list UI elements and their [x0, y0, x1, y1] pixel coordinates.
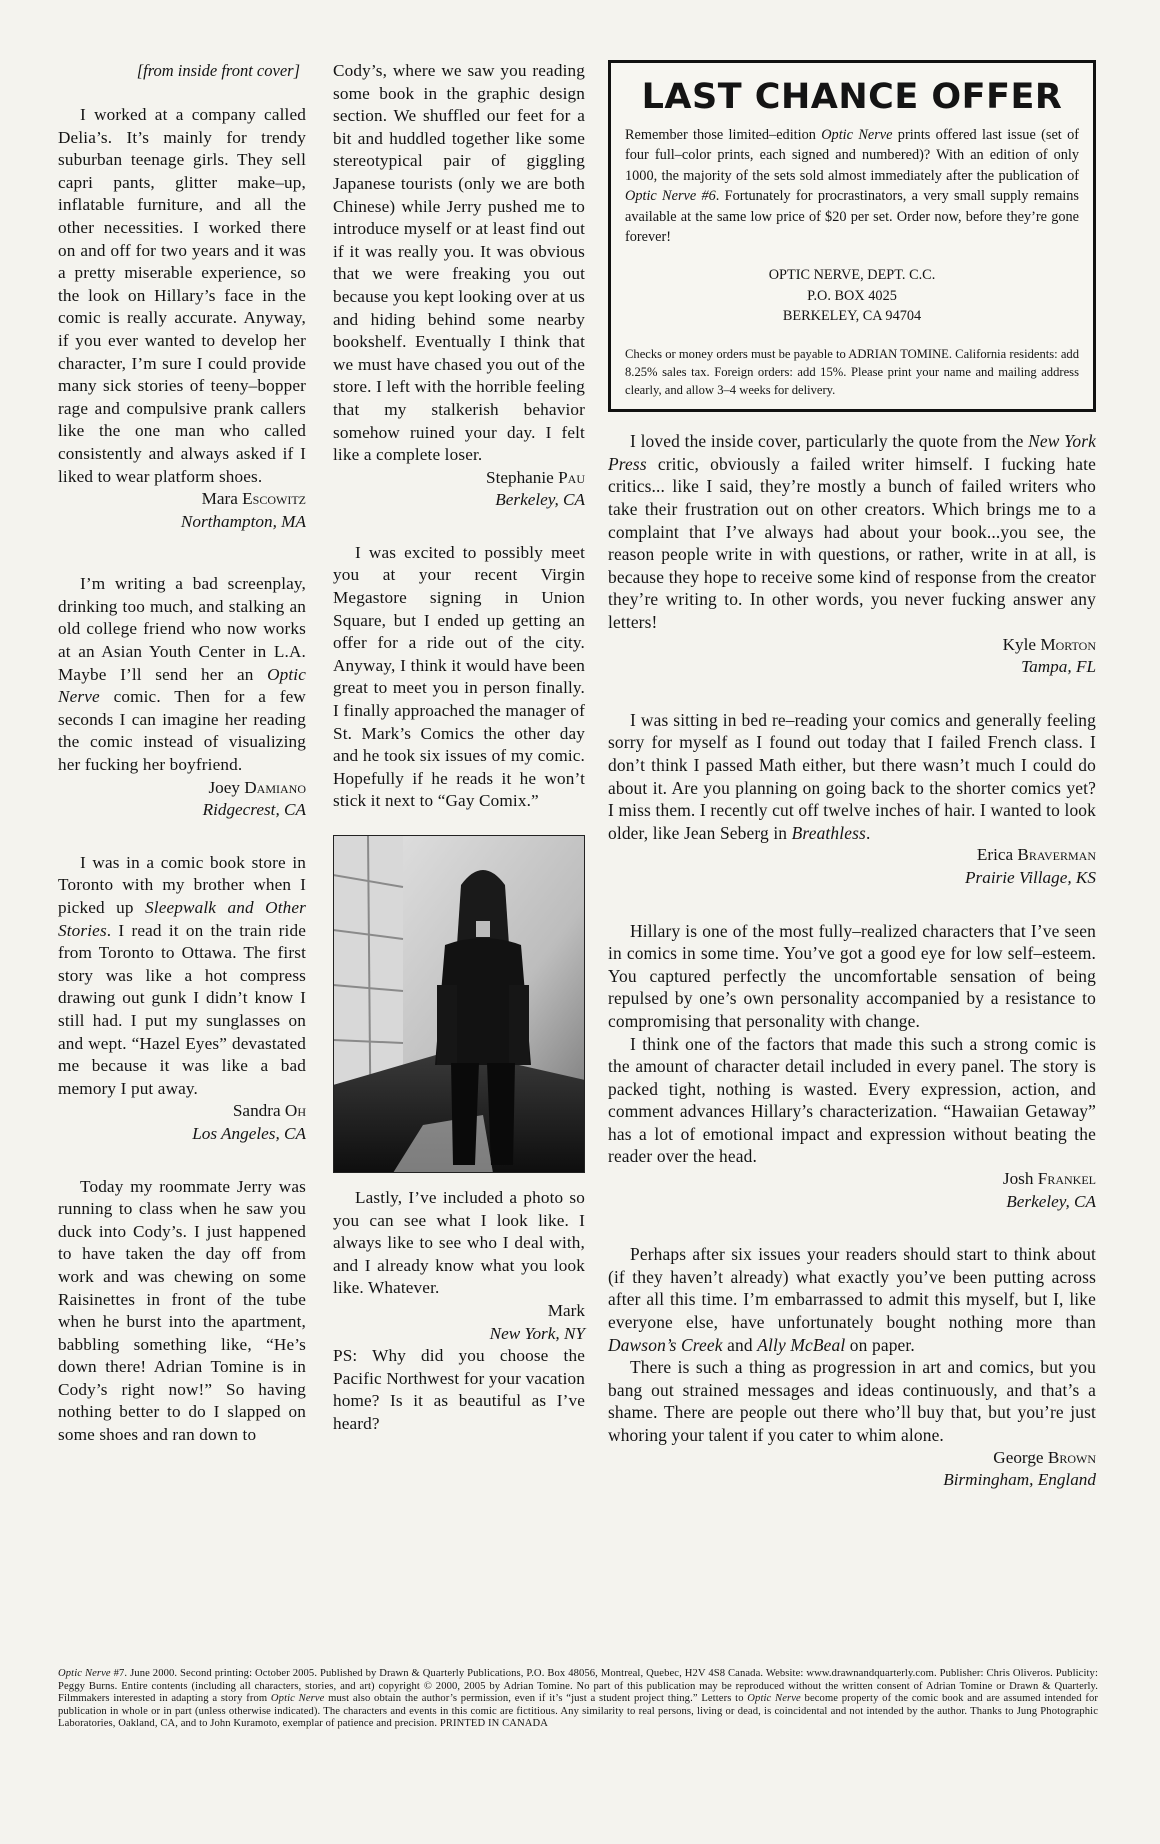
letter-pau-start [58, 1176, 306, 1447]
signature [58, 488, 306, 533]
postscript: PS: Why did you choose the Pacific Northwest for your vacation home? Is it as beautiful as I’ve heard? [333, 1346, 585, 1433]
letter-body: Cody’s, where we saw you reading some book in the graphic design section. We shuffled our feet for a bit and huddled together like some stereotypical pair of giggling Japanese tourists (only we are both Chinese) while Jerry pushed me to introduce myself or at least find out if it was really you. It was obvious that we were freaking you out because you kept looking over at us and hiding behind some nearby bookshelf. Eventually I think that we must have chased you out of the store. I left with the horrible feeling that my stalkerish behavior somehow ruined your day. I felt like a complete loser. [333, 61, 585, 465]
sig-place: Ridgecrest, CA [202, 800, 306, 820]
letter-brown [608, 1243, 1096, 1492]
letter-body: Today my roommate Jerry was running to class when he saw you duck into Cody’s. I just happened to have taken the day off from work and was chewing on some Raisinettes in front of the tube when he burst into the apartment, babbling something like, “He’s down there! Adrian Tomine is in Cody’s right now!” So having nothing better to do I slapped on some shoes and ran down to [58, 1176, 306, 1445]
letter-body: I was in a comic book store in Toronto with my brother when I picked up Sleepwalk and Other Stories. I read it on the train ride from Toronto to Ottawa. The first story was like a hot compress drawing out gunk I didn’t know I still had. I put my sunglasses on and wept. “Hazel Eyes” devastated me because it was like a bad memory I put away. [58, 852, 306, 1098]
reader-photo [333, 835, 585, 1173]
title-dawsons-creek: Dawson’s Creek [608, 1334, 723, 1355]
signature [58, 1100, 306, 1145]
signature [333, 467, 585, 512]
letter-damiano [58, 573, 306, 822]
letter-oh [58, 852, 306, 1146]
letter-frankel [608, 920, 1096, 1214]
sig-first-name: George [993, 1447, 1048, 1467]
title-optic-nerve-6: Optic Nerve #6 [625, 188, 716, 205]
letter-mark [333, 542, 585, 1436]
letter-pau-cont [333, 60, 585, 512]
sig-place: Tampa, FL [1021, 657, 1096, 677]
sig-last-name: Frankel [1037, 1169, 1096, 1189]
title-new-york-press: New York Press [608, 431, 1096, 474]
letter-body-2: I think one of the factors that made this such a strong comic is the amount of character detail included in every panel. The story is packed tight, nothing is wasted. Every expression, action, and comment advances Hillary’s characterization. “Hawaiian Getaway” has a lot of emotional impact and expression without beating the reader over the head. [608, 1033, 1096, 1167]
title-optic-nerve: Optic Nerve [58, 664, 306, 707]
sig-place: Los Angeles, CA [192, 1123, 306, 1143]
last-chance-offer-box [608, 60, 1096, 412]
column-middle [333, 60, 585, 1436]
title-sleepwalk: Sleepwalk and Other Stories [58, 898, 306, 940]
sig-first-name: Erica [976, 845, 1018, 865]
signature [58, 777, 306, 822]
address-line-3: BERKELEY, CA 94704 [782, 308, 922, 325]
sig-last-name: Brown [1047, 1447, 1096, 1467]
letter-escowitz [58, 104, 306, 533]
sig-place: Berkeley, CA [1006, 1191, 1096, 1211]
offer-fine-print: Checks or money orders must be payable to ADRIAN TOMINE. California residents: add 8.25% sales tax. Foreign orders: add 15%. Please print your name and mailing address clearly, and allow 3–4 weeks for delivery. [625, 346, 1079, 398]
title-breathless: Breathless [791, 822, 866, 843]
sig-last-name: Escowitz [242, 489, 306, 509]
sig-first-name: Joey [208, 777, 245, 797]
sig-first-name: Stephanie [486, 467, 559, 487]
offer-title: LAST CHANCE OFFER [641, 77, 1063, 117]
column-right [608, 60, 1096, 1492]
sig-first-name: Josh [1002, 1169, 1038, 1189]
sig-last-name: Oh [284, 1101, 306, 1121]
letter-body: I loved the inside cover, particularly the quote from the New York Press critic, obviously a failed writer himself. I fucking hate critics... like I said, they’re mostly a bunch of failed writers who take their frustration out on other creators. Which brings me to a complaint that I’ve always had about your book...you see, the reason people write in with questions, or rather, write in at all, is because they hope to receive some kind of response from the creator they’re writing to. In other words, you never fucking answer any letters! [608, 431, 1096, 633]
offer-body: Remember those limited–edition Optic Nerve prints offered last issue (set of four full–color prints, each signed and numbered)? With an edition of only 1000, the majority of the sets sold almost immediately after the publication of Optic Nerve #6. Fortunately for procrastinators, a very small supply remains available at the same low price of $20 per set. Order now, before they’re gone forever! [625, 127, 1079, 246]
sig-last-name: Damiano [244, 777, 306, 797]
photo-illustration [333, 835, 585, 1173]
letter-body: I worked at a company called Delia’s. It’s mainly for trendy suburban teenage girls. They sell capri pants, glitter make–up, inflatable furniture, and all the other necessities. I worked there on and off for two years and it was a pretty miserable experience, so the look on Hillary’s face in the comic is really accurate. Anyway, if you ever wanted to develop her character, I’m sure I could provide many sick stories of teeny–bopper rage and compulsive prank callers like the one man who called consistently and always asked if I liked to wear platform shoes. [58, 105, 306, 486]
signature [333, 1300, 585, 1345]
sig-place: Prairie Village, KS [965, 867, 1096, 887]
address-line-2: P.O. BOX 4025 [807, 287, 897, 304]
letter-body: I was sitting in bed re–reading your comics and generally feeling sorry for myself as I found out today that I failed French class. I don’t think I passed Math either, but there wasn’t much I could do about it. Are you planning on going back to the shorter comics yet? I miss them. I recently cut off twelve inches of hair. I wanted to look older, like Jean Seberg in Breathless. [608, 709, 1096, 843]
signature [608, 1168, 1096, 1213]
sig-first-name: Kyle [1002, 634, 1041, 654]
title-ally-mcbeal: Ally McBeal [757, 1334, 846, 1355]
mailing-address [625, 265, 1079, 326]
letter-body: I was excited to possibly meet you at your recent Virgin Megastore signing in Union Square, but I ended up getting an offer for a ride out of the city. Anyway, I think it would have been great to meet you in person finally. I finally approached the manager of St. Mark’s Comics the other day and he took six issues of my comic. Hopefully if he reads it he won’t stick it next to “Gay Comix.” [333, 542, 585, 811]
address-line-1: OPTIC NERVE, DEPT. C.C. [768, 267, 936, 284]
signature [608, 844, 1096, 889]
letter-body-2: Lastly, I’ve included a photo so you can see what I look like. I always like to see who I deal with, and I already know what you look like. Whatever. [333, 1188, 585, 1298]
signature [608, 634, 1096, 679]
letter-body: Hillary is one of the most fully–realized characters that I’ve seen in comics in some time. You’ve got a good eye for low self–esteem. You captured perfectly the uncomfortable sensation of being repulsed by one’s own personality accompanied by a resistance to compromising that personality with change. [608, 920, 1096, 1031]
column-left [58, 60, 306, 1447]
letter-body-2: There is such a thing as progression in art and comics, but you bang out strained messages and ideas continuously, and that’s a shame. There are people out there who’ll buy that, but you’re just whoring your talent if you cater to whim alone. [608, 1357, 1096, 1446]
sig-place: New York, NY [489, 1323, 585, 1343]
sig-first-name: Mark [547, 1300, 585, 1320]
sig-first-name: Sandra [232, 1101, 285, 1121]
from-inside-cover-note: [from inside front cover] [136, 61, 300, 80]
publication-indicia: Optic Nerve #7. June 2000. Second printing: October 2005. Published by Drawn & Quarterly Publications, P.O. Box 48056, Montreal, Quebec, H2V 4S8 Canada. Website: www.drawnandquarterly.com. Publisher: Chris Oliveros. Publicity: Peggy Burns. Entire contents (including all characters, stories, and art) copyright © 2000, 2005 by Adrian Tomine. No part of this publication may be reproduced without the written consent of Adrian Tomine or Drawn & Quarterly. Filmmakers interested in adapting a story from Optic Nerve must also obtain the author’s permission, even if it’s “just a student project thing.” Letters to Optic Nerve become property of the comic book and are assumed intended for publication in whole or in part (unless otherwise indicated). The characters and events in this comic are fictitious. Any similarity to real persons, living or dead, is coincidental and not intended by the author. Thanks to Jung Photographic Laboratories, Oakland, CA, and to John Kuramoto, exemplar of patience and precision. PRINTED IN CANADA [58, 1668, 1098, 1730]
sig-last-name: Pau [558, 467, 585, 487]
sig-last-name: Morton [1040, 634, 1096, 654]
sig-last-name: Braverman [1017, 845, 1096, 865]
sig-place: Northampton, MA [180, 511, 306, 531]
letter-morton [608, 430, 1096, 679]
letter-body: Perhaps after six issues your readers should start to think about (if they haven’t already) what exactly you’ve been putting across after all this time. I’m embarrassed to admit this myself, but I, like everyone else, have unfortunately bought nothing more than Dawson’s Creek and Ally McBeal on paper. [608, 1244, 1096, 1355]
title-optic-nerve: Optic Nerve [821, 127, 893, 143]
letter-braverman [608, 709, 1096, 890]
signature [608, 1447, 1096, 1492]
sig-place: Berkeley, CA [495, 490, 585, 510]
sig-first-name: Mara [201, 489, 243, 509]
sig-place: Birmingham, England [943, 1470, 1096, 1490]
letter-body: I’m writing a bad screenplay, drinking too much, and stalking an old college friend who now works at an Asian Youth Center in L.A. Maybe I’ll send her an Optic Nerve comic. Then for a few seconds I can imagine her reading the comic instead of visualizing her fucking her boyfriend. [58, 574, 306, 775]
